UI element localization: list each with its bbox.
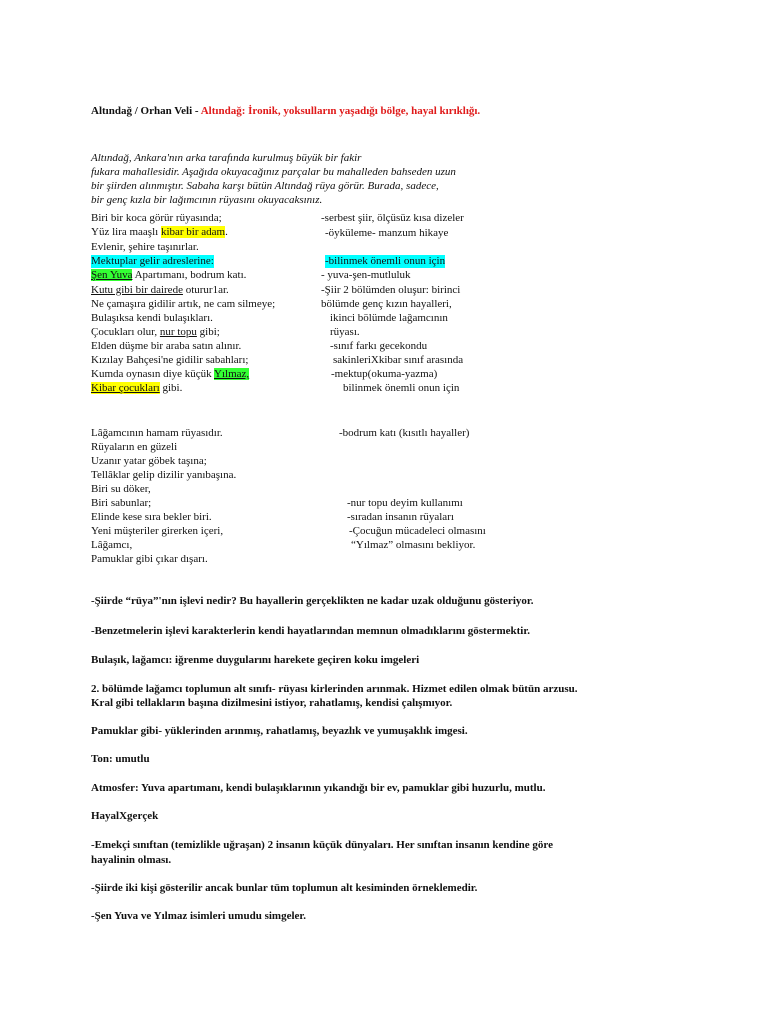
note-line: -serbest şiir, ölçüsüz kısa dizeler [321,212,464,224]
note-line: -Çocuğun mücadeleci olmasını [349,525,486,537]
page-title [91,105,480,118]
intro-line-3: bir şiirden alınmıştır. Sabaha karşı bütün Altındağ rüya görür. Burada, sadece, [91,180,439,192]
note-line: -Şiir 2 bölümden oluşur: birinci [321,284,461,296]
poem1-line [91,269,246,282]
analysis-line: Pamuklar gibi- yüklerinden arınmış, rahatlamış, beyazlık ve yumuşaklık imgesi. [91,725,468,737]
note-line: - yuva-şen-mutluluk [321,269,411,281]
poem1-line: Biri bir koca görür rüyasında; [91,212,222,224]
analysis-line: hayalinin olması. [91,854,172,866]
intro-line-4: bir genç kızla bir lağımcının rüyasını okuyacaksınız. [91,194,323,206]
title-subtitle: Altındağ: İronik, yoksulların yaşadığı bölge, hayal kırıklığı. [200,105,481,117]
poem-text: Çocukları olur, [91,326,160,338]
poem1-line [91,226,228,239]
analysis-line: -Şen Yuva ve Yılmaz isimleri umudu simgeler. [91,910,307,922]
poem1-line: Elden düşme bir araba satın alınır. [91,340,242,352]
analysis-line: Kral gibi tellakların başına dizilmesini istiyor, rahatlamış, kendisi çalışmıyor. [91,697,453,709]
analysis-line: -Şiirde “rüya”'nın işlevi nedir? Bu hayallerin gerçeklikten ne kadar uzak olduğunu gösteriyor. [91,595,534,607]
poem-text: . [225,226,228,238]
analysis-line: -Emekçi sınıftan (temizlikle uğraşan) 2 insanın küçük dünyaları. Her sınıftan insanın kendine göre [91,839,553,851]
poem2-line: Uzanır yatar göbek taşına; [91,455,207,467]
poem2-line: Biri sabunlar; [91,497,152,509]
poem2-line: Pamuklar gibi çıkar dışarı. [91,553,208,565]
poem-text: Yüz lira maaşlı [91,226,161,238]
analysis-line: Atmosfer: Yuva apartımanı, kendi bulaşıklarının yıkandığı bir ev, pamuklar gibi huzurlu, mutlu. [91,782,546,794]
poem-text: Kumda oynasın diye küçük [91,368,215,380]
poem2-line: Elinde kese sıra bekler biri. [91,511,212,523]
poem2-line: Tellâklar gelip dizilir yanıbaşına. [91,469,237,481]
note-line: -sıradan insanın rüyaları [347,511,454,523]
poem1-line: Bulaşıksa kendi bulaşıkları. [91,312,213,324]
poem1-line [91,382,182,395]
note-line: -öyküleme- manzum hikaye [325,227,449,239]
highlight-yilmaz: Yılmaz, [214,368,250,380]
note-line: -nur topu deyim kullanımı [347,497,463,509]
poem1-line: Kızılay Bahçesi'ne gidilir sabahları; [91,354,249,366]
analysis-line: -Benzetmelerin işlevi karakterlerin kendi hayatlarından memnun olmadıklarını göstermektir. [91,625,530,637]
poem-text: gibi. [159,382,183,394]
poem2-line: Biri su döker, [91,483,151,495]
note-line: bölümde genç kızın hayalleri, [321,298,452,310]
poem1-line [91,284,229,297]
underlined-nur-topu: nur topu [159,326,197,338]
poem-text: gibi; [196,326,220,338]
poem2-line: Lâğamcı, [91,539,133,551]
poem2-line: Rüyaların en güzeli [91,441,178,453]
analysis-line: Bulaşık, lağamcı: iğrenme duygularını harekete geçiren koku imgeleri [91,654,420,666]
note-line: rüyası. [330,326,360,338]
note-line-highlighted: -bilinmek önemli onun için [325,255,446,267]
note-line: -sınıf farkı gecekondu [330,340,428,352]
intro-line-2: fukara mahallesidir. Aşağıda okuyacağınız parçalar bu mahalleden bahseden uzun [91,166,456,178]
poem1-line [91,368,249,381]
analysis-line: HayalXgerçek [91,810,159,822]
note-line: -mektup(okuma-yazma) [331,368,438,380]
poem1-line: Evlenir, şehire taşınırlar. [91,241,199,253]
poem-text: Apartımanı, bodrum katı. [132,269,247,281]
note-line: sakinleriXkibar sınıf arasında [333,354,464,366]
highlight-kibar-cocuklari: Kibar çocukları [91,382,160,394]
analysis-line: -Şiirde iki kişi gösterilir ancak bunlar tüm toplumun alt kesiminden örneklemedir. [91,882,478,894]
intro-line-1: Altındağ, Ankara'nın arka tarafında kurulmuş büyük bir fakir [91,152,362,164]
poem1-line [91,326,220,339]
analysis-line: 2. bölümde lağamcı toplumun alt sınıfı- rüyası kirlerinden arınmak. Hizmet edilen olmak bütün arzusu. [91,683,578,695]
poem-text: oturur1ar. [182,284,229,296]
poem2-line: Lâğamcının hamam rüyasıdır. [91,427,223,439]
note-line: ikinci bölümde lağamcının [330,312,448,324]
poem1-line: Ne çamaşıra gidilir artık, ne cam silmeye; [91,298,276,310]
note-line: -bodrum katı (kısıtlı hayaller) [339,427,470,439]
poem1-line-highlighted: Mektuplar gelir adreslerine: [91,255,214,267]
underlined-kutu-gibi: Kutu gibi bir dairede [91,284,183,296]
title-text: Altındağ / Orhan Veli - [91,105,201,117]
note-line: bilinmek önemli onun için [343,382,460,394]
poem2-line: Yeni müşteriler girerken içeri, [91,525,224,537]
highlight-kibar-bir-adam: kibar bir adam [160,226,226,238]
analysis-line: Ton: umutlu [91,753,150,765]
highlight-sen-yuva: Şen Yuva [91,269,133,281]
note-line: “Yılmaz” olmasını bekliyor. [351,539,476,551]
